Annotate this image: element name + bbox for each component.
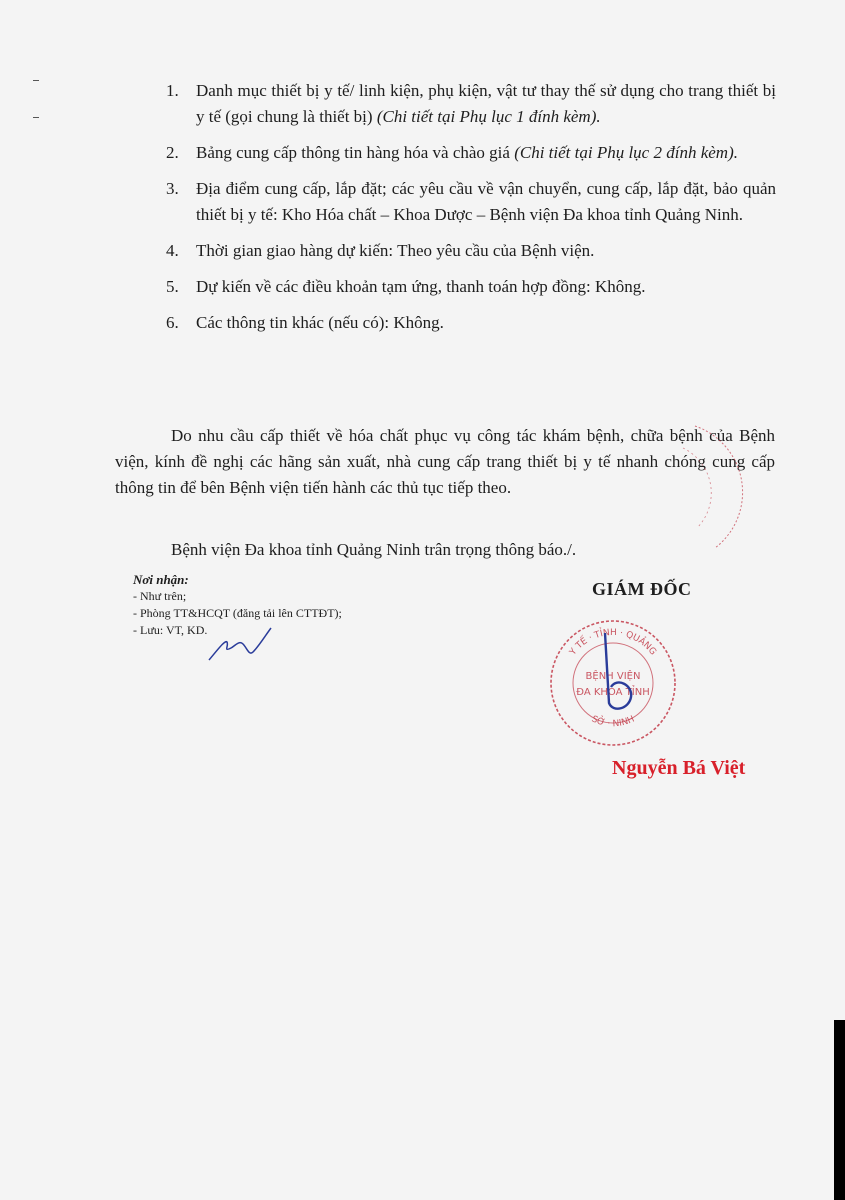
director-title: GIÁM ĐỐC xyxy=(592,579,692,599)
item-text: Bảng cung cấp thông tin hàng hóa và chào giá xyxy=(196,143,515,162)
svg-text:SỞ · NINH xyxy=(590,714,636,729)
margin-mark xyxy=(33,80,39,81)
item-text: Danh mục thiết bị y tế/ linh kiện, phụ kiện, vật tư thay thế sử dụng cho trang thiết bị y tế (gọi chung là thiết bị) xyxy=(196,81,776,126)
item-number: 6. xyxy=(166,313,179,332)
list-item xyxy=(166,176,776,228)
seal-text-top: Y TẾ · TỈNH · QUẢNG xyxy=(568,627,658,658)
recipient-line: - Phòng TT&HCQT (đăng tải lên CTTĐT); xyxy=(133,606,342,620)
item-text: Địa điểm cung cấp, lắp đặt; các yêu cầu về vận chuyển, cung cấp, lắp đặt, bảo quản thiết bị y tế: Kho Hóa chất – Khoa Dược – Bệnh viện Đa khoa tỉnh Quảng Ninh. xyxy=(196,179,776,224)
recipient-line: - Lưu: VT, KD. xyxy=(133,623,208,637)
item-number: 1. xyxy=(166,81,179,100)
seal-text-center-2: ĐA KHOA TỈNH xyxy=(576,687,650,698)
margin-mark xyxy=(33,117,39,118)
closing-paragraph: Bệnh viện Đa khoa tỉnh Quảng Ninh trân trọng thông báo./. xyxy=(171,540,577,559)
list-item xyxy=(166,274,776,300)
signer-name: Nguyễn Bá Việt xyxy=(612,757,746,779)
page-edge-seal xyxy=(675,418,755,558)
item-number: 3. xyxy=(166,179,179,198)
list-item xyxy=(166,140,776,166)
recipients-block xyxy=(133,571,453,639)
item-note: (Chi tiết tại Phụ lục 1 đính kèm) xyxy=(376,107,597,126)
scan-edge-bar xyxy=(834,1020,845,1200)
item-tail: . xyxy=(733,143,738,162)
item-number: 5. xyxy=(166,277,179,296)
item-tail: . xyxy=(596,107,601,126)
numbered-list xyxy=(166,78,776,346)
item-text: Dự kiến về các điều khoản tạm ứng, thanh toán hợp đồng: Không. xyxy=(196,277,646,296)
initials-signature xyxy=(205,622,275,664)
list-item xyxy=(166,78,776,130)
recipient-line: - Như trên; xyxy=(133,589,187,603)
item-text: Các thông tin khác (nếu có): Không. xyxy=(196,313,444,332)
list-item xyxy=(166,238,776,264)
item-note: (Chi tiết tại Phụ lục 2 đính kèm) xyxy=(514,143,734,162)
item-text: Thời gian giao hàng dự kiến: Theo yêu cầu của Bệnh viện. xyxy=(196,241,595,260)
item-number: 2. xyxy=(166,143,179,162)
item-number: 4. xyxy=(166,241,179,260)
seal-text-bottom: SỞ · NINH xyxy=(589,714,637,730)
official-seal xyxy=(543,613,683,753)
recipients-title: Nơi nhận: xyxy=(133,572,189,587)
request-paragraph: Do nhu cầu cấp thiết về hóa chất phục vụ công tác khám bệnh, chữa bệnh của Bệnh viện, kính đề nghị các hãng sản xuất, nhà cung cấp trang thiết bị y tế nhanh chóng cung cấp thông tin để bên Bệnh viện tiến hành các thủ tục tiếp theo. xyxy=(115,426,775,497)
seal-text-center-1: BỆNH VIỆN xyxy=(585,671,641,682)
list-item xyxy=(166,310,776,336)
